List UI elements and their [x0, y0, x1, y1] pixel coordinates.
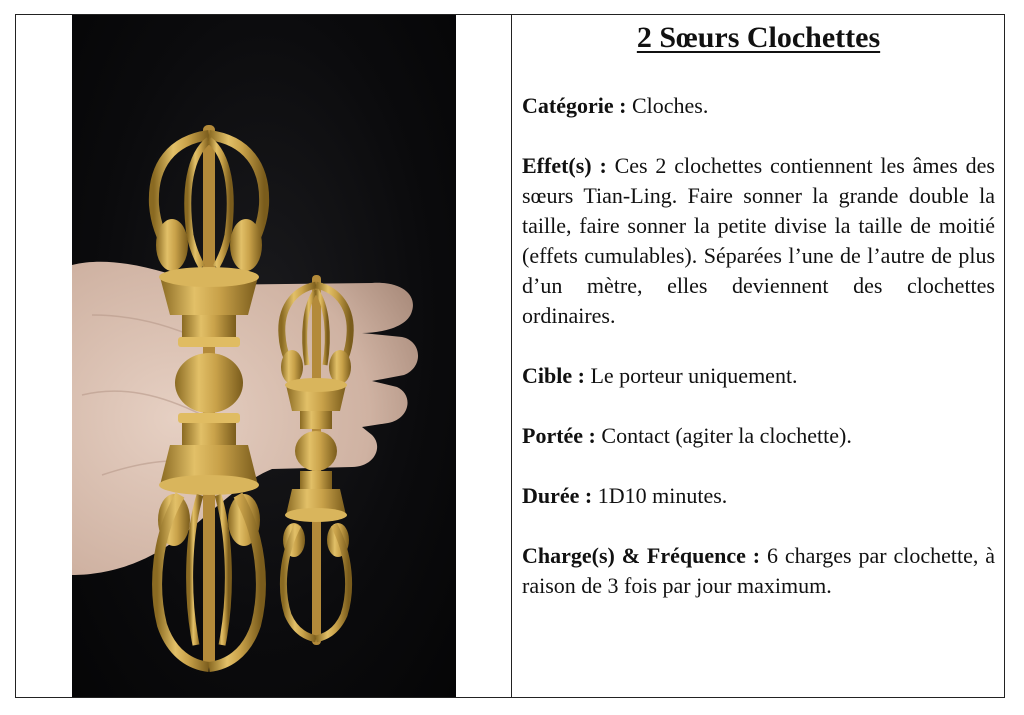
- item-card: [15, 14, 1005, 698]
- vajra-photo: [72, 15, 456, 697]
- cible-value: Le porteur uniquement.: [590, 363, 798, 388]
- field-portee: [522, 421, 995, 451]
- vajra-illustration: [72, 15, 456, 697]
- field-effets: [522, 151, 995, 331]
- photo-cell: [16, 15, 512, 697]
- charges-label: Charge(s) & Fréquence :: [522, 543, 761, 568]
- cible-label: Cible :: [522, 363, 585, 388]
- portee-value: Contact (agiter la clochette).: [601, 423, 852, 448]
- item-title: 2 Sœurs Clochettes: [636, 21, 881, 54]
- categorie-label: Catégorie :: [522, 93, 627, 118]
- field-duree: [522, 481, 995, 511]
- categorie-value: Cloches.: [631, 93, 709, 118]
- effets-value: Ces 2 clochettes contiennent les âmes des sœurs Tian-Ling. Faire sonner la grande double la taille, faire sonner la petite divise la taille de moitié (effets cumulables). Séparées l’une de l’autre de plus d’un mètre, elles deviennent des clochettes ordinaires.: [522, 153, 995, 328]
- duree-value: 1D10 minutes.: [597, 483, 728, 508]
- duree-label: Durée :: [522, 483, 593, 508]
- field-cible: [522, 361, 995, 391]
- effets-label: Effet(s) :: [522, 153, 607, 178]
- field-categorie: [522, 91, 995, 121]
- field-charges: [522, 541, 995, 601]
- portee-label: Portée :: [522, 423, 596, 448]
- charges-value: 6 charges par clochette, à raison de 3 fois par jour maximum.: [522, 543, 995, 598]
- description-cell: [512, 15, 1004, 697]
